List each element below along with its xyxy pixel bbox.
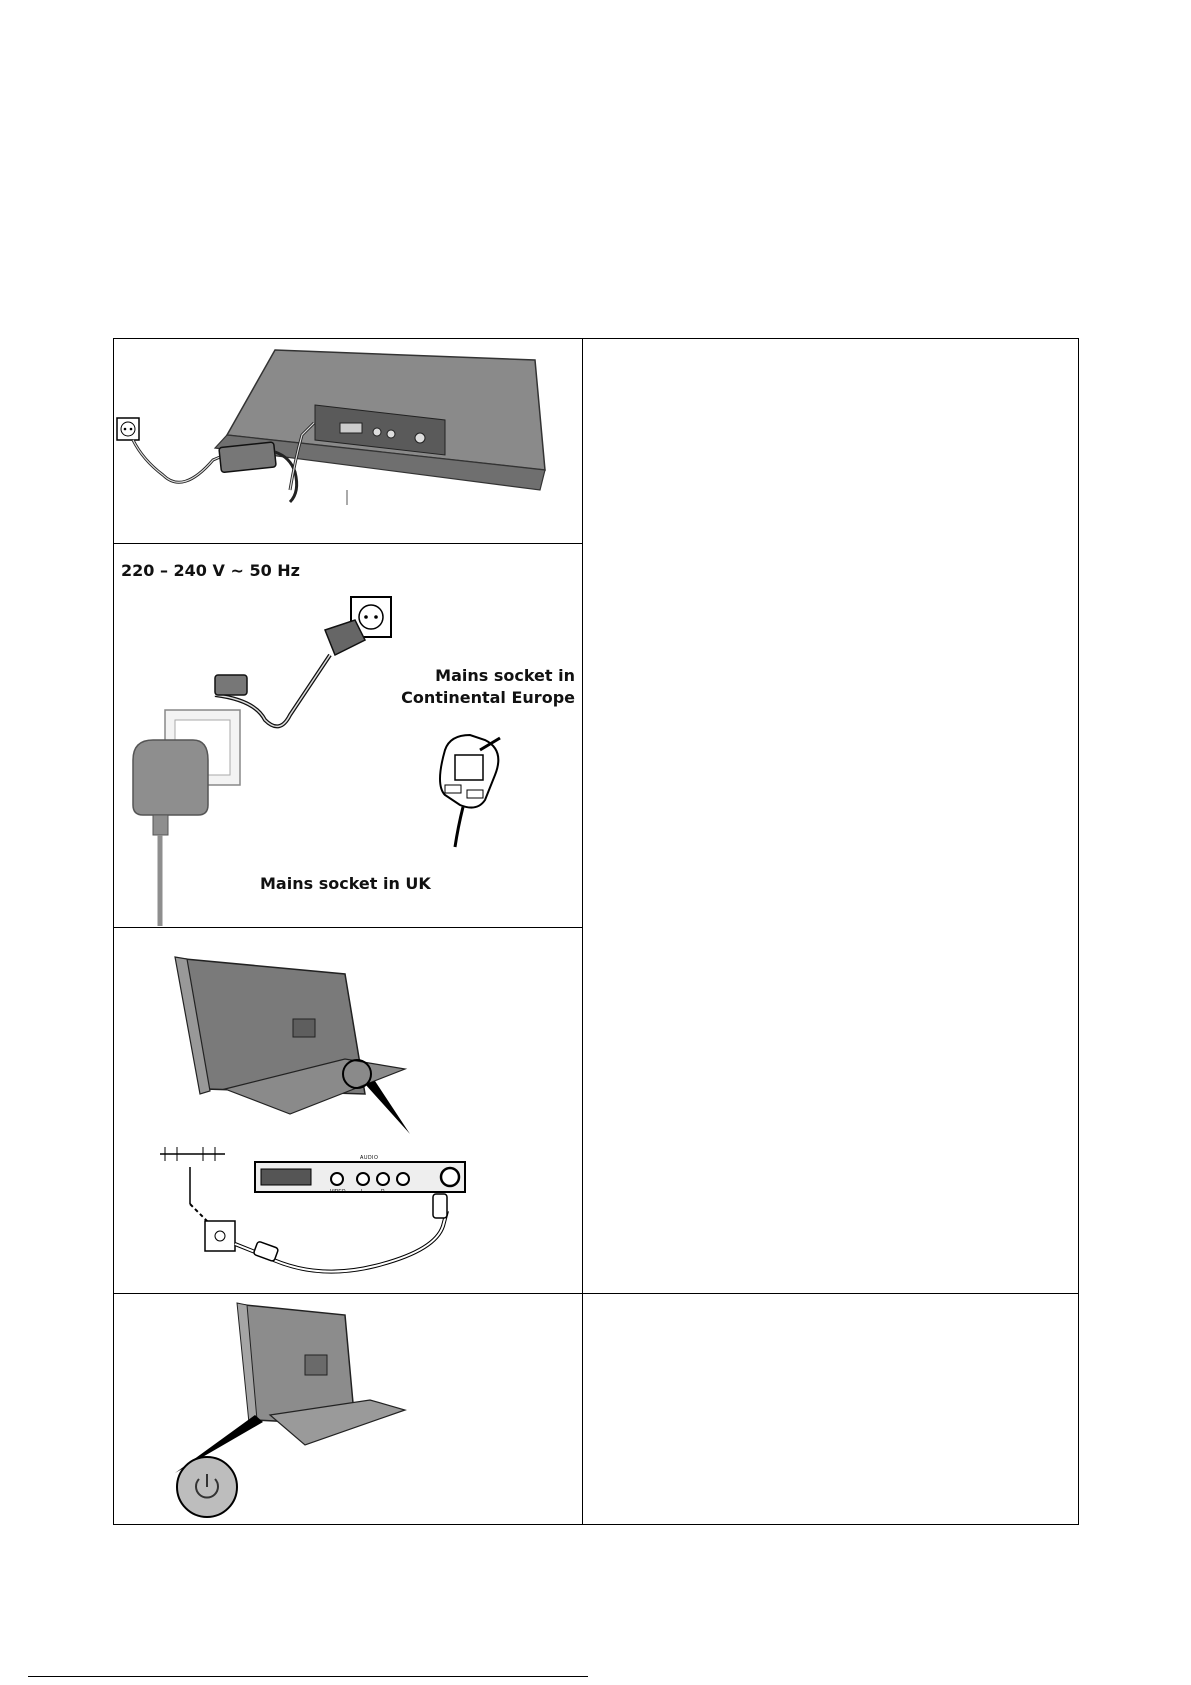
- uk-plug-icon: [440, 735, 500, 847]
- av-panel-label-left: L: [361, 1189, 364, 1195]
- europe-socket-label-line1: Mains socket in: [435, 666, 575, 685]
- av-panel-label-video: VIDEO: [330, 1189, 346, 1195]
- figure-mains-sockets: [115, 545, 581, 926]
- row-divider-2: [113, 927, 583, 928]
- europe-socket-label-line2: Continental Europe: [401, 688, 575, 707]
- instruction-text-cell-2: [584, 1295, 1077, 1523]
- power-icon: [177, 1457, 237, 1517]
- figure-antenna-connection: [115, 929, 581, 1292]
- europe-socket-label: [401, 665, 575, 709]
- av-panel-label-right: R: [381, 1189, 385, 1195]
- uk-socket-label: Mains socket in UK: [260, 874, 431, 893]
- row-divider-1: [113, 543, 583, 544]
- power-spec-label: 220 – 240 V ~ 50 Hz: [121, 561, 300, 580]
- av-panel-heading: AUDIO: [360, 1155, 379, 1161]
- figure-tv-adapter: [115, 340, 581, 542]
- figure-power-button: [115, 1295, 581, 1523]
- footer-rule: [28, 1676, 588, 1677]
- instruction-text-cell-1: [584, 340, 1077, 1292]
- antenna-icon: [160, 1147, 225, 1224]
- wall-socket-icon: [117, 418, 139, 440]
- column-divider: [582, 338, 583, 1525]
- row-divider-3: [113, 1293, 1079, 1294]
